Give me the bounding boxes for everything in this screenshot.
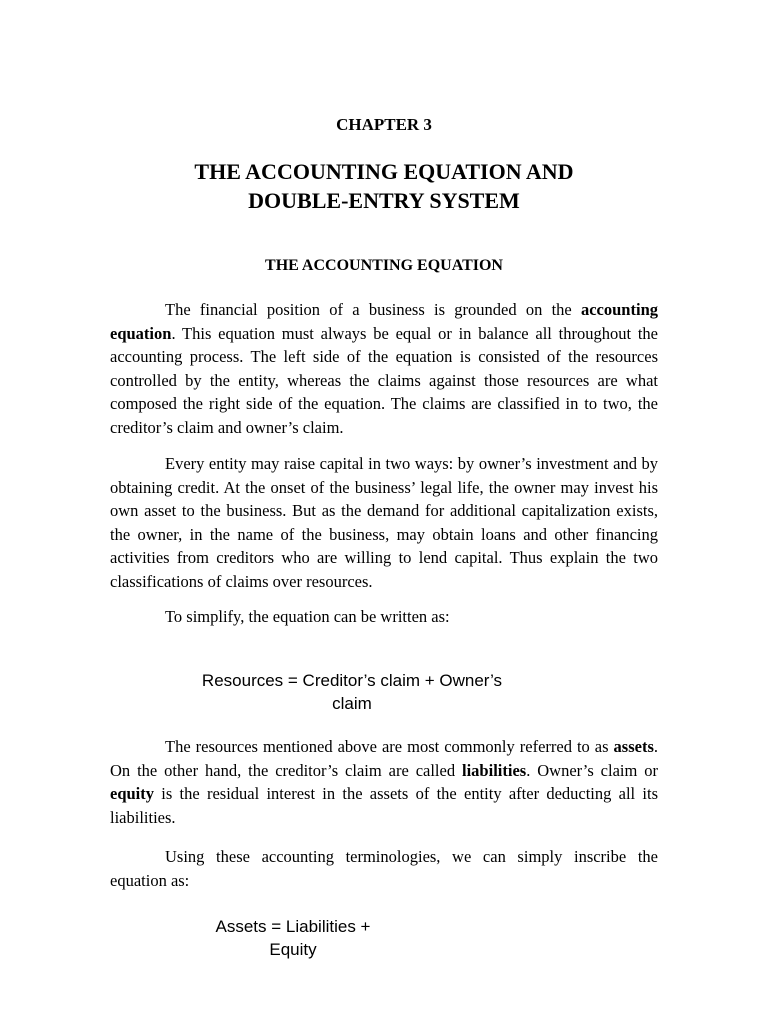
paragraph-text: The resources mentioned above are most commonly referred to as: [165, 737, 614, 756]
equation-assets-line-1: Assets = Liabilities +: [215, 917, 371, 936]
paragraph-text: The financial position of a business is grounded on the: [165, 300, 581, 319]
paragraph-text: . Owner’s claim or: [526, 760, 658, 780]
paragraph-financial-position: [110, 298, 658, 439]
chapter-title-line-1: THE ACCOUNTING EQUATION AND: [194, 159, 574, 184]
paragraph-raise-capital: Every entity may raise capital in two ways: by owner’s investment and by obtaining credit. At the onset of the business’ legal life, the owner may invest his own asset to the business. But as the demand for additional capitalization exists, the owner, in the name of the business, may obtain loans and other financing activities from creditors who are willing to lend capital. Thus explain the two classifications of claims over resources.: [110, 454, 658, 591]
equation-assets-line-2: Equity: [269, 940, 317, 959]
equation-resources: [180, 669, 524, 715]
term-liabilities: liabilities: [462, 760, 527, 780]
term-equity: equity: [110, 784, 155, 803]
paragraph-simplify: To simplify, the equation can be written as:: [165, 607, 450, 626]
paragraph-text: . On the other hand, the creditor’s claim are called: [110, 737, 658, 780]
chapter-title: [0, 157, 768, 215]
paragraph-text: is the residual interest in the assets of the entity after deducting all its liabilities.: [110, 784, 658, 827]
paragraph-inscribe: Using these accounting terminologies, we can simply inscribe the equation as:: [110, 847, 658, 890]
term-accounting-equation: accounting equation: [110, 300, 658, 343]
paragraph-terminology: [110, 735, 658, 829]
equation-resources-line-1: Resources = Creditor’s claim + Owner’s: [201, 671, 503, 690]
chapter-title-line-2: DOUBLE-ENTRY SYSTEM: [248, 188, 520, 213]
equation-resources-line-2: claim: [332, 694, 372, 713]
chapter-label: CHAPTER 3: [336, 115, 432, 134]
equation-assets: [200, 915, 386, 961]
paragraph-text: . This equation must always be equal or in balance all throughout the accounting process. The left side of the equation is consisted of the resources controlled by the entity, whereas the claims against those resources are what composed the right side of the equation. The claims are classified in to two, the creditor’s claim and owner’s claim.: [110, 323, 658, 437]
section-heading: THE ACCOUNTING EQUATION: [265, 257, 503, 274]
term-assets: assets: [613, 737, 654, 756]
